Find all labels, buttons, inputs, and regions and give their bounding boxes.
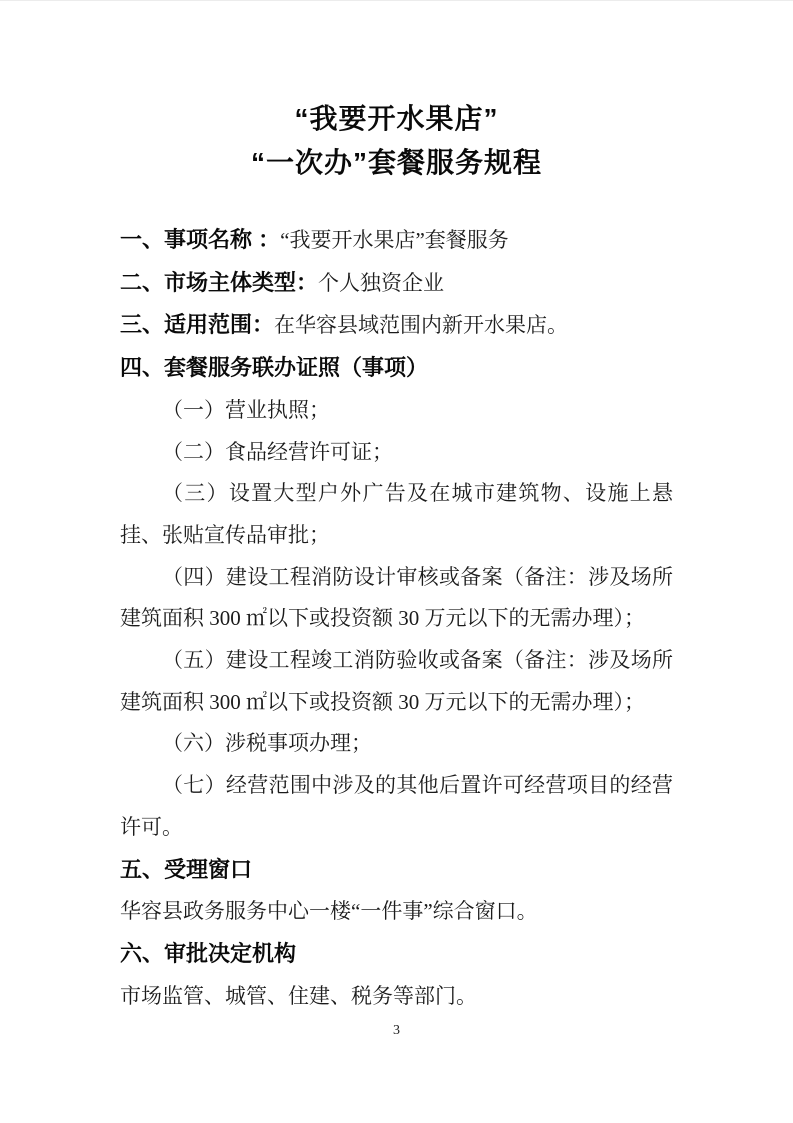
section-5-text: 华容县政务服务中心一楼“一件事”综合窗口。 <box>120 899 538 924</box>
section-3-heading <box>120 304 673 347</box>
list-item-2: （二）食品经营许可证； <box>162 439 393 464</box>
title-line-2: “一次办”套餐服务规程 <box>250 147 542 178</box>
list-item-4: （四）建设工程消防设计审核或备案（备注：涉及场所建筑面积 300 ㎡以下或投资额 30 万元以下的无需办理）； <box>120 564 673 631</box>
section-3-label: 三、适用范围： <box>120 312 275 338</box>
section-6-heading <box>120 933 673 976</box>
section-5-heading <box>120 849 673 892</box>
list-item-3: （三）设置大型户外广告及在城市建筑物、设施上悬挂、张贴宣传品审批； <box>120 481 673 547</box>
section-3-text: 在华容县域范围内新开水果店。 <box>274 313 569 338</box>
section-4-label: 四、套餐服务联办证照（事项） <box>120 355 429 381</box>
section-1-heading <box>120 219 673 262</box>
section-2-label: 二、市场主体类型： <box>120 269 319 295</box>
section-1-text: “我要开水果店”套餐服务 <box>280 228 509 252</box>
section-5-label: 五、受理窗口 <box>120 856 253 882</box>
section-2-heading <box>120 262 673 305</box>
section-1-label: 一、事项名称 ： <box>120 227 281 252</box>
section-4-heading <box>120 347 673 390</box>
title-line-1: “我要开水果店” <box>294 103 499 134</box>
doc-title <box>120 97 673 185</box>
section-2-text: 个人独资企业 <box>318 270 445 295</box>
page-number: 3 <box>393 1023 400 1038</box>
list-item-1: （一）营业执照； <box>162 397 330 422</box>
list-item-7: （七）经营范围中涉及的其他后置许可经营项目的经营许可。 <box>120 773 673 839</box>
section-6-label: 六、审批决定机构 <box>120 940 297 966</box>
list-item-5: （五）建设工程竣工消防验收或备案（备注：涉及场所建筑面积 300 ㎡以下或投资额 30 万元以下的无需办理）； <box>120 648 673 714</box>
section-6-text: 市场监管、城管、住建、税务等部门。 <box>120 983 477 1008</box>
list-item-6: （六）涉税事项办理； <box>162 731 372 756</box>
document-content <box>120 97 673 1017</box>
